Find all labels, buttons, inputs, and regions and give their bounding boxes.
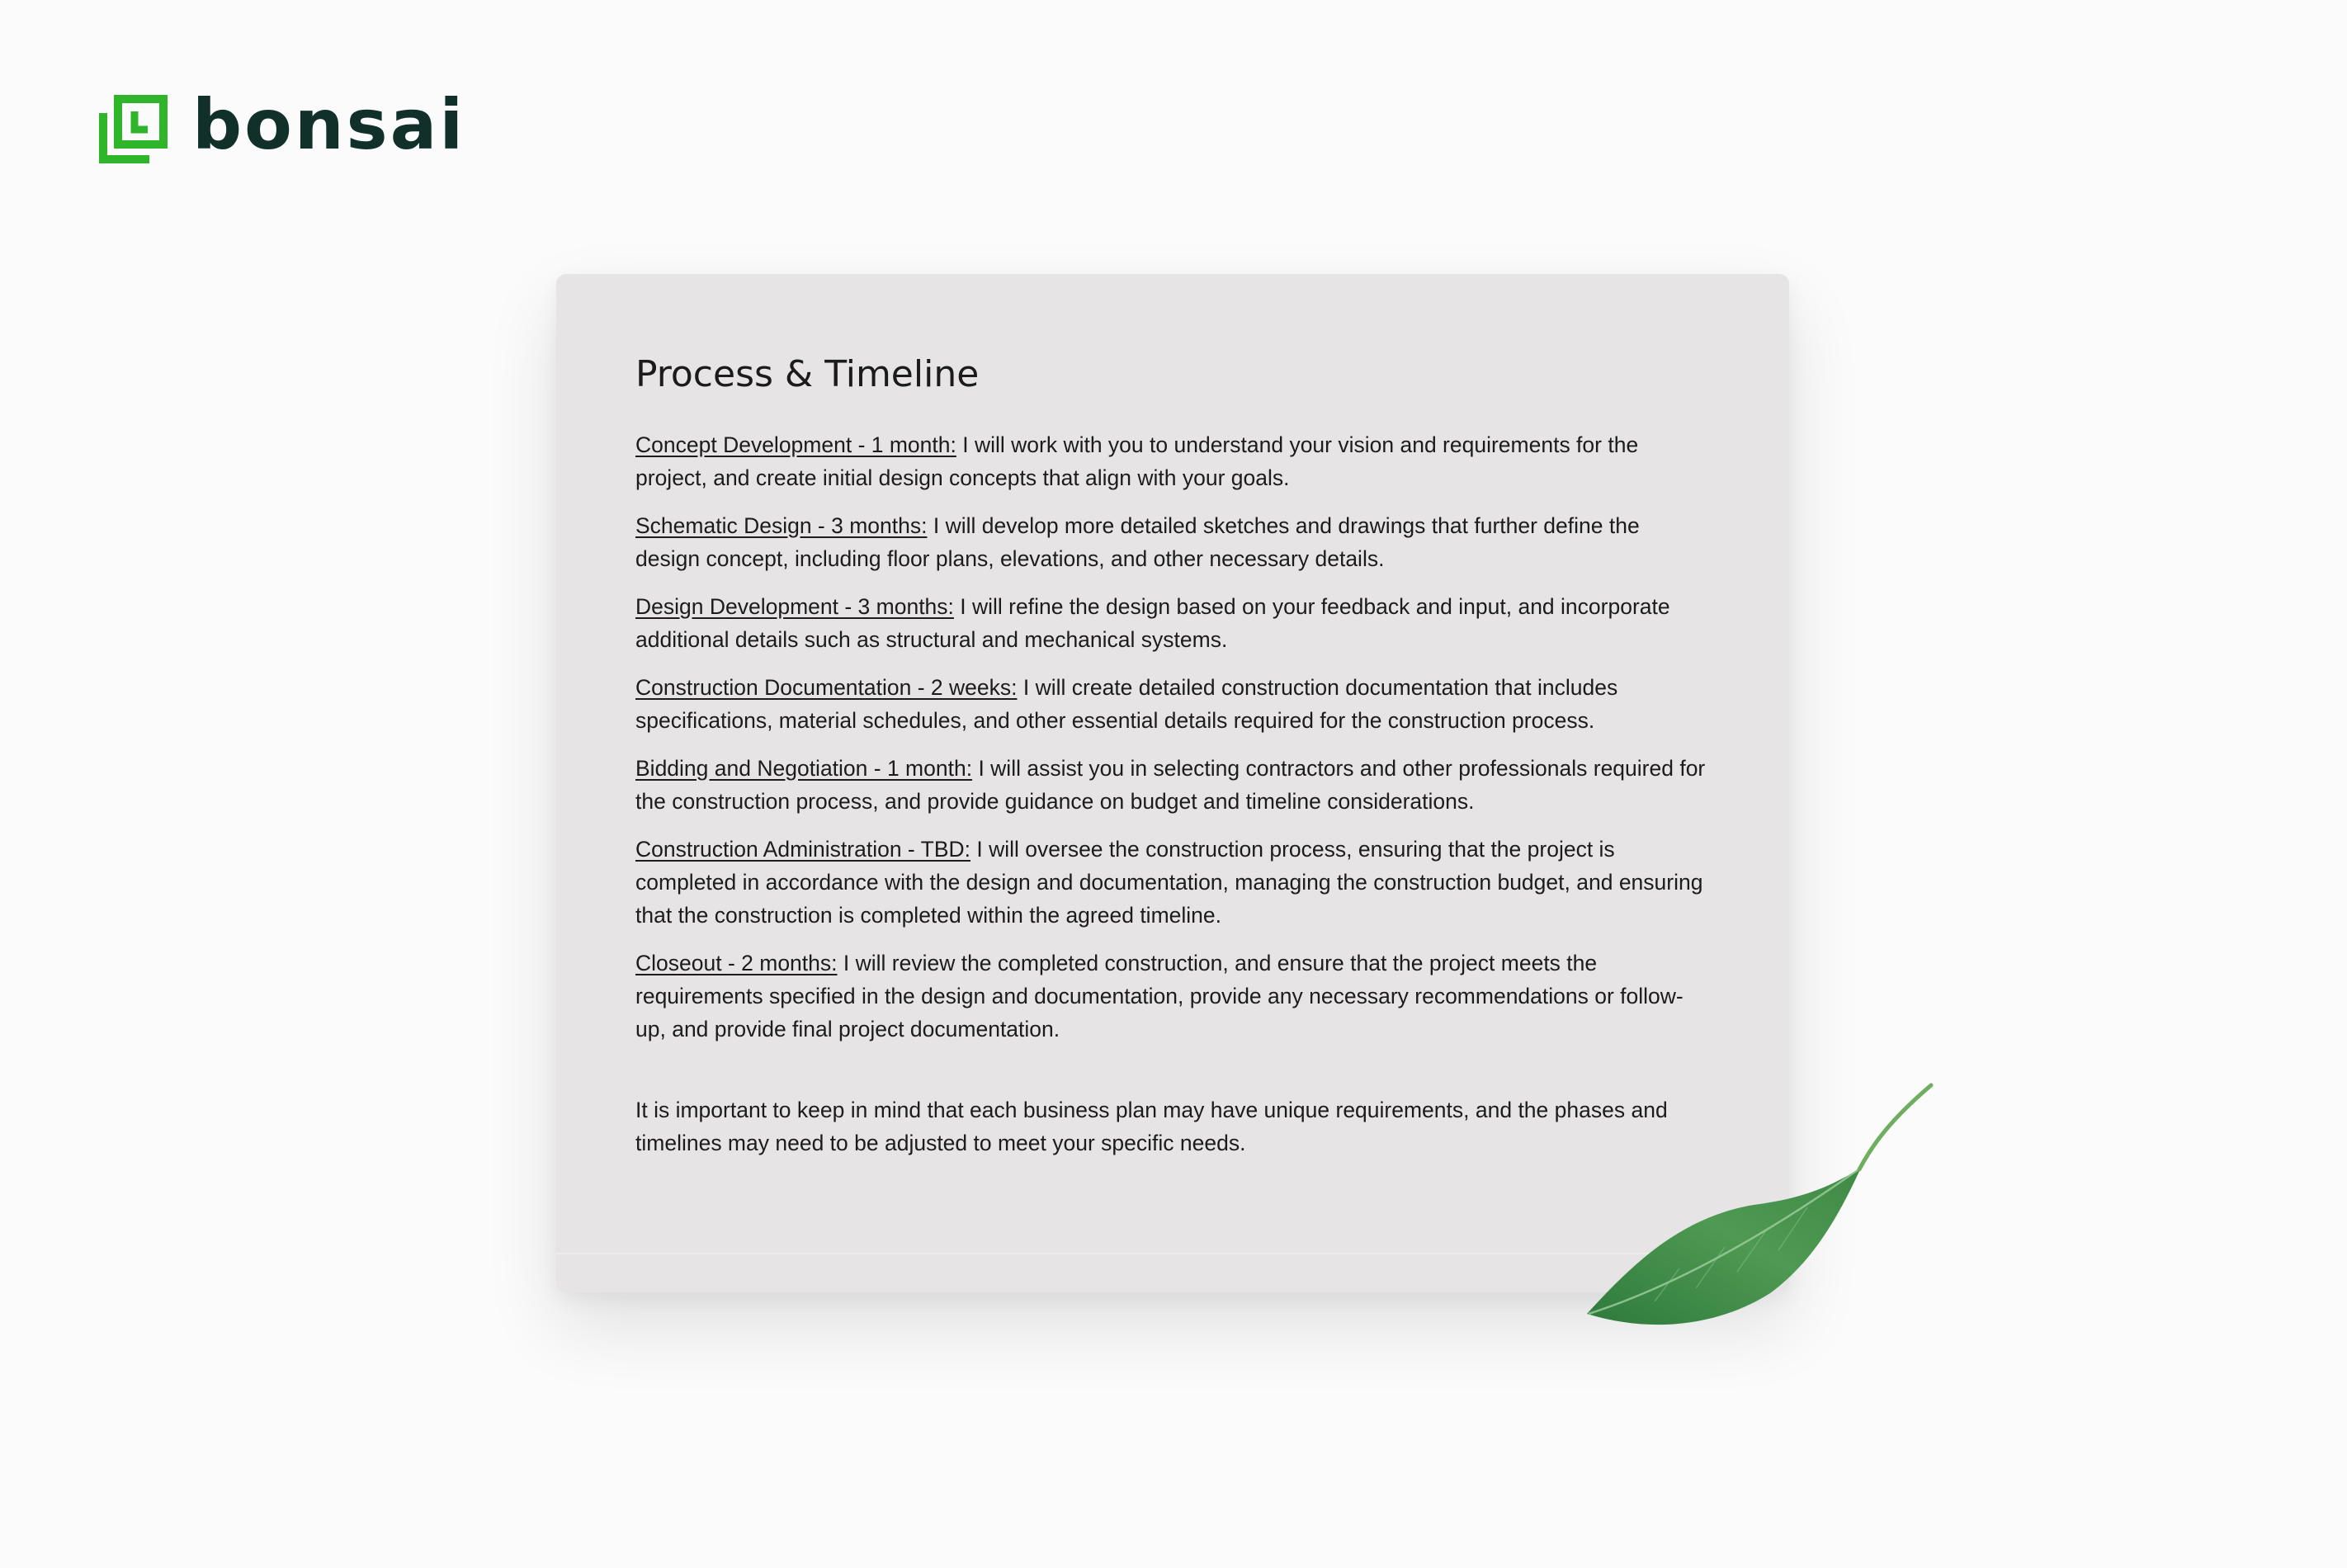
- phase-item: [635, 947, 1710, 1046]
- phase-label: Construction Administration - TBD:: [635, 836, 971, 862]
- phase-label: Closeout - 2 months:: [635, 950, 838, 975]
- phase-label: Schematic Design - 3 months:: [635, 512, 928, 538]
- phase-description: I will work with you to understand your vision and requirements for the project, and create initial design concepts that align with your goals.: [635, 432, 1639, 490]
- phase-label: Construction Documentation - 2 weeks:: [635, 674, 1018, 700]
- bonsai-logo-icon: [98, 95, 168, 164]
- brand-name: bonsai: [192, 84, 466, 165]
- phase-item: [635, 428, 1710, 494]
- phase-item: [635, 509, 1710, 575]
- phase-item: [635, 833, 1710, 932]
- phase-description: I will develop more detailed sketches and drawings that further define the design concept, including floor plans, elevations, and other necessary details.: [635, 512, 1640, 571]
- phase-description: I will oversee the construction process, ensuring that the project is completed in accordance with the design and documentation, managing the construction budget, and ensuring that the construction is completed within the agreed timeline.: [635, 836, 1703, 928]
- bonsai-logo[interactable]: [98, 84, 466, 167]
- phase-item: [635, 752, 1710, 818]
- section-title: Process & Timeline: [635, 353, 980, 395]
- phase-item: [635, 671, 1710, 737]
- phase-item: [635, 590, 1710, 656]
- phase-label: Bidding and Negotiation - 1 month:: [635, 755, 973, 781]
- phase-description: I will refine the design based on your feedback and input, and incorporate additional details such as structural and mechanical systems.: [635, 593, 1670, 652]
- phase-label: Design Development - 3 months:: [635, 593, 954, 619]
- phase-description: I will review the completed construction, and ensure that the project meets the requirements specified in the design and documentation, provide any necessary recommendations or follow-up, and provide final project documentation.: [635, 950, 1684, 1041]
- phase-description: I will assist you in selecting contractors and other professionals required for the construction process, and provide guidance on budget and timeline considerations.: [635, 755, 1706, 814]
- phase-label: Concept Development - 1 month:: [635, 432, 956, 457]
- leaf-icon: [1580, 1077, 1943, 1333]
- closing-note: It is important to keep in mind that each business plan may have unique requirements, and the phases and timelines may need to be adjusted to meet your specific needs.: [635, 1097, 1668, 1155]
- phase-description: I will create detailed construction documentation that includes specifications, material schedules, and other essential details required for the construction process.: [635, 674, 1618, 733]
